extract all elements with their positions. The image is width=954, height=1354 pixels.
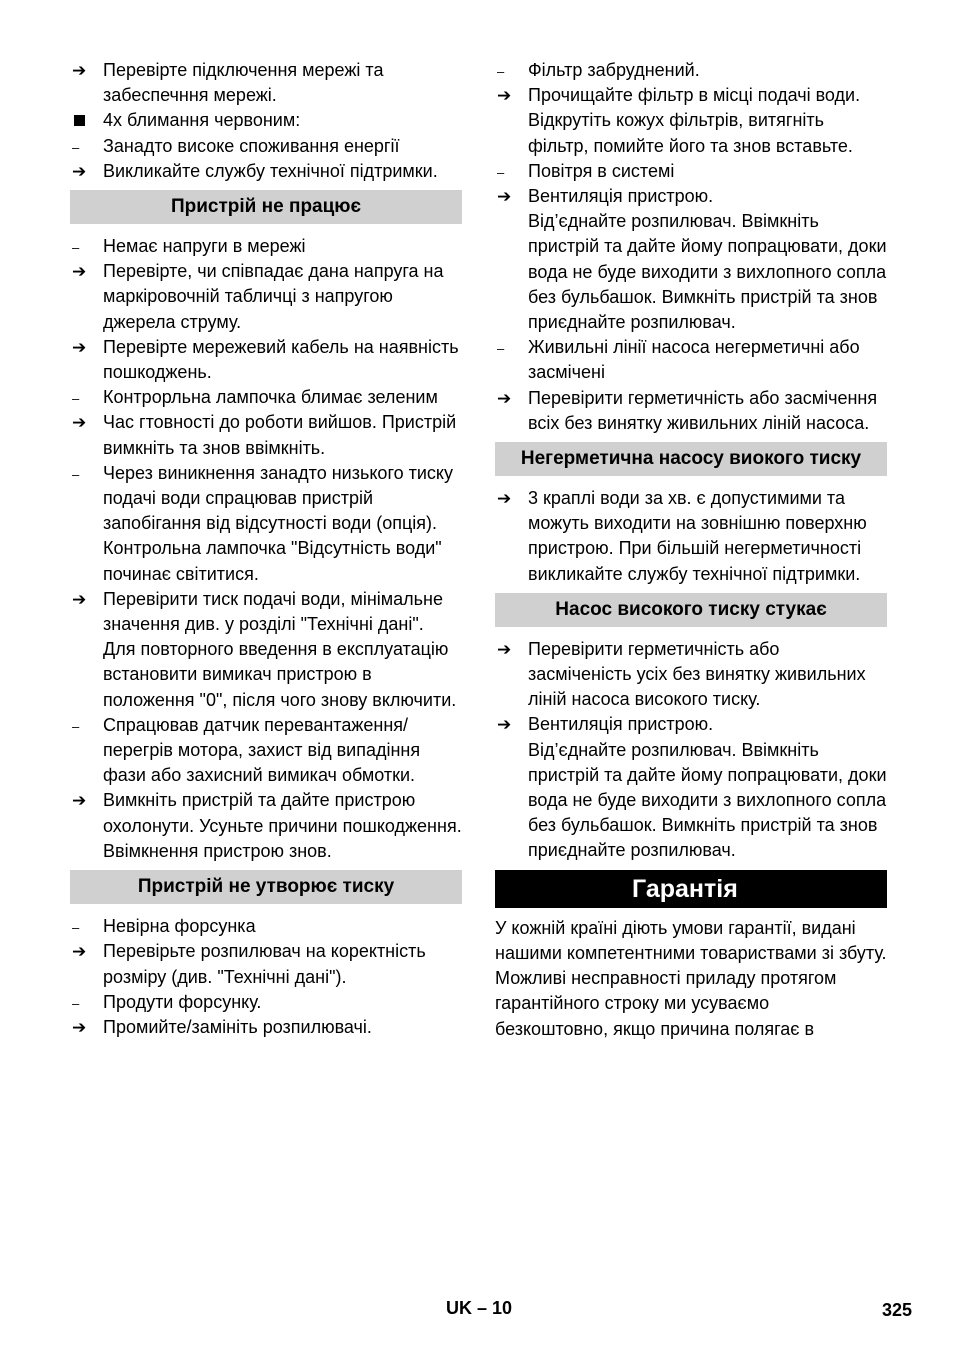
item-text: Час гтовності до роботи вийшов. Пристрій вимкніть та знов ввімкніть.	[103, 412, 457, 458]
action-item	[70, 939, 462, 989]
arrow-right-icon	[497, 184, 525, 209]
section-heading: Негерметична насосу виокого тиску	[495, 442, 887, 476]
item-text: Через виникнення занадто низького тиску подачі води спрацював пристрій запобігання від відсутності води (опція).	[103, 462, 453, 534]
item-note: Відкрутіть кожух фільтрів, витягніть фільтр, помийте його та знов вставьте.	[528, 110, 853, 156]
dash-bullet-icon	[72, 713, 100, 739]
action-item	[70, 335, 462, 385]
dash-bullet-icon	[497, 335, 525, 361]
dash-bullet-icon	[72, 234, 100, 260]
action-item	[495, 637, 887, 713]
item-note: Від’єднайте розпилювач. Ввімкніть пристрій та дайте йому попрацювати, доки вода не буде виходити з вихлопного сопла без бульбашок. Вимкніть пристрій та знов приєднайте розпилювач.	[528, 211, 887, 333]
cause-item	[70, 134, 462, 159]
item-text: Занадто високе споживання енергії	[103, 135, 400, 156]
item-text: Перевірити тиск подачі води, мінімальне значення див. у розділі "Технічні дані".	[103, 588, 443, 635]
square-bullet-icon	[72, 108, 100, 126]
arrow-right-icon	[72, 259, 100, 284]
action-item	[70, 58, 462, 108]
status-item	[70, 108, 462, 133]
action-item	[70, 788, 462, 864]
cause-item	[70, 914, 462, 939]
item-note: Від’єднайте розпилювач. Ввімкніть пристрій та дайте йому попрацювати, доки вода не буде виходити з вихлопного сопла без бульбашок. Вимкніть пристрій та знов приєднайте розпилювач.	[528, 739, 887, 861]
item-text: Перевірити герметичність або засмічення всіх без винятку живильних ліній насоса.	[528, 387, 878, 433]
dash-bullet-icon	[72, 385, 100, 411]
section-heading: Насос високого тиску стукає	[495, 593, 887, 627]
dash-bullet-icon	[497, 159, 525, 185]
item-text: 3 краплі води за хв. є допустимими та можуть виходити на зовнішню поверхню пристрою. При більшій негерметичності викликайте службу технічної підтримки.	[528, 488, 867, 584]
item-text: Перевірьте розпилювач на коректність розміру (див. "Технічні дані").	[103, 941, 426, 987]
dash-bullet-icon	[72, 990, 100, 1016]
cause-item	[70, 990, 462, 1015]
item-text: Промийте/замініть розпилювачі.	[103, 1016, 372, 1037]
action-item	[70, 159, 462, 184]
item-text: Невірна форсунка	[103, 916, 256, 937]
item-text: Викликайте службу технічної підтримки.	[103, 160, 438, 181]
action-item	[495, 712, 887, 863]
cause-item	[495, 335, 887, 385]
section-heading: Пристрій не утворює тиску	[70, 870, 462, 904]
arrow-right-icon	[72, 788, 100, 813]
action-item	[70, 1015, 462, 1040]
left-column	[70, 58, 462, 1040]
dash-bullet-icon	[72, 914, 100, 940]
item-note: Для повторного введення в експлуатацію встановити вимикач пристрою в положення "0", після чого знову включити.	[103, 639, 457, 710]
action-item	[495, 83, 887, 159]
dash-bullet-icon	[72, 134, 100, 160]
item-text: Вентиляція пристрою.	[528, 714, 714, 735]
action-item	[70, 259, 462, 335]
item-text: Повітря в системі	[528, 160, 675, 181]
arrow-right-icon	[497, 486, 525, 511]
body-paragraph: У кожній країні діють умови гарантії, видані нашими компетентними товариствами зі збуту. Можливі несправності приладу протягом гарантійного строку ми усуваємо безкоштовно, якщо причина полягає в	[495, 917, 887, 1039]
section-heading: Пристрій не працює	[70, 190, 462, 224]
arrow-right-icon	[497, 386, 525, 411]
item-text: Спрацював датчик перевантаження/ перегрів мотора, захист від випадіння фази або захисний вимикач обмотки.	[103, 714, 421, 786]
item-text: Перевірте підключення мережі та забеспечння мережі.	[103, 60, 384, 106]
item-text: Продути форсунку.	[103, 991, 262, 1012]
dash-bullet-icon	[72, 461, 100, 487]
item-text: Фільтр забруднений.	[528, 60, 700, 80]
arrow-right-icon	[497, 712, 525, 737]
item-text: Немає напруги в мережі	[103, 236, 306, 257]
right-column	[495, 58, 887, 1042]
page-number: 325	[881, 1300, 912, 1320]
chapter-heading: Гарантія	[495, 870, 887, 908]
cause-item	[70, 713, 462, 789]
item-text: Перевірте мережевий кабель на наявність пошкоджень.	[103, 336, 459, 383]
item-text: Вентиляція пристрою.	[528, 186, 714, 207]
item-text: Вимкніть пристрій та дайте пристрою охолонути. Усуньте причини пошкодження. Ввімкнення пристрою знов.	[103, 790, 462, 861]
arrow-right-icon	[72, 159, 100, 184]
action-item	[70, 587, 462, 713]
item-text: Живильні лінії насоса негерметичні або засмічені	[528, 337, 860, 383]
arrow-right-icon	[72, 410, 100, 435]
dash-bullet-icon	[497, 58, 525, 84]
item-text: Прочищайте фільтр в місці подачі води.	[528, 85, 861, 106]
cause-item	[70, 385, 462, 410]
action-item	[495, 486, 887, 587]
arrow-right-icon	[72, 587, 100, 612]
arrow-right-icon	[72, 939, 100, 964]
item-text: Перевірити герметичність або засміченість усіх без винятку живильних ліній насоса високого тиску.	[528, 638, 866, 710]
cause-item	[70, 461, 462, 587]
item-text: 4х блимання червоним:	[103, 110, 301, 131]
footer-section-label: UK – 10	[446, 1298, 513, 1318]
cause-item	[495, 159, 887, 184]
action-item	[70, 410, 462, 460]
arrow-right-icon	[72, 1015, 100, 1040]
item-text: Перевірте, чи співпадає дана напруга на маркіровочній табличці з напругою джерела струму.	[103, 261, 444, 332]
item-note: Контрольна лампочка "Відсутність води" починає світитися.	[103, 538, 442, 584]
arrow-right-icon	[497, 637, 525, 662]
arrow-right-icon	[497, 83, 525, 108]
cause-item	[70, 234, 462, 259]
item-text: Контрорльна лампочка блимає зеленим	[103, 387, 438, 408]
cause-item	[495, 58, 887, 83]
action-item	[495, 184, 887, 335]
arrow-right-icon	[72, 58, 100, 83]
action-item	[495, 386, 887, 436]
arrow-right-icon	[72, 335, 100, 360]
